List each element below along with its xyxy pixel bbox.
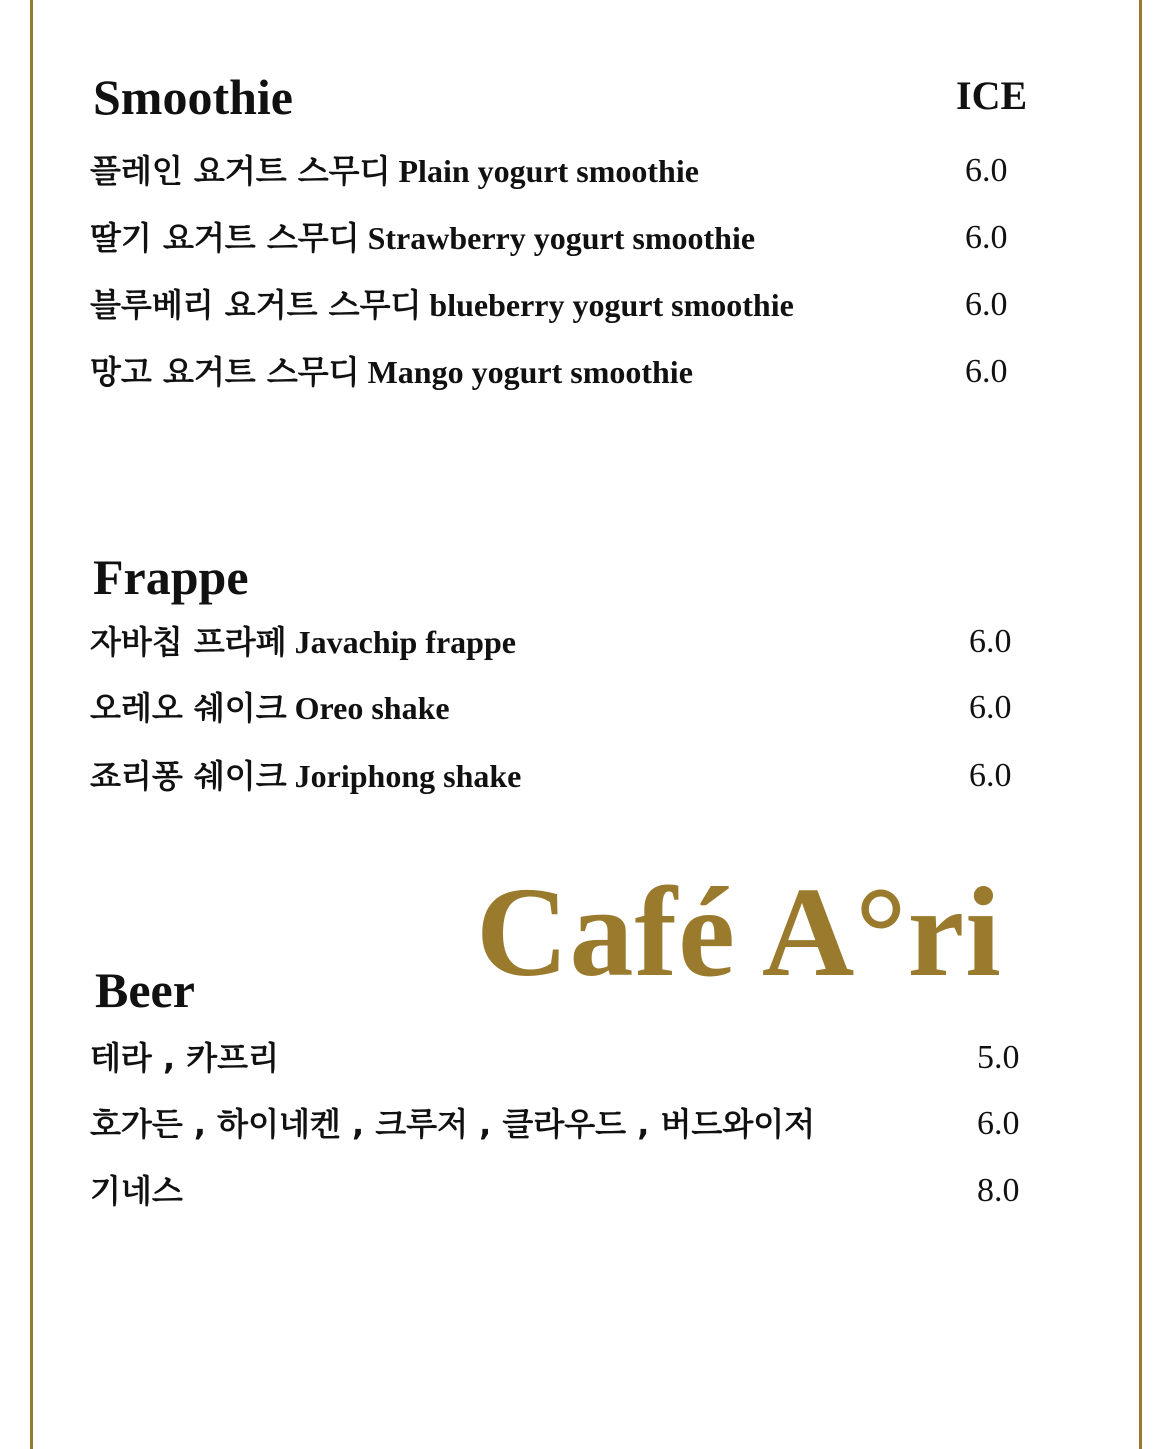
item-price: 6.0 (969, 689, 1012, 726)
item-price: 8.0 (977, 1172, 1020, 1209)
item-name: 죠리퐁 쉐이크 Joriphong shake (90, 757, 522, 795)
beer-item (90, 1166, 1170, 1216)
frame-left-border (30, 0, 33, 1449)
item-name: 딸기 요거트 스무디 Strawberry yogurt smoothie (90, 219, 756, 257)
item-name: 오레오 쉐이크 Oreo shake (90, 689, 450, 727)
item-price: 6.0 (965, 353, 1008, 390)
smoothie-item (90, 347, 1170, 397)
item-name: 호가든 , 하이네켄 , 크루저 , 클라우드 , 버드와이저 (90, 1105, 816, 1143)
cafe-logo: Café A°ri (476, 861, 1002, 1003)
frappe-item (90, 617, 1170, 667)
item-price: 6.0 (969, 757, 1012, 794)
ice-column-label: ICE (956, 73, 1028, 118)
item-name: 망고 요거트 스무디 Mango yogurt smoothie (90, 353, 693, 391)
item-name: 기네스 (90, 1172, 183, 1210)
frappe-item (90, 751, 1170, 801)
item-price: 6.0 (977, 1105, 1020, 1142)
item-price: 6.0 (965, 286, 1008, 323)
item-price: 5.0 (977, 1039, 1020, 1076)
item-name: 자바칩 프라페 Javachip frappe (90, 623, 516, 661)
item-name: 테라 , 카프리 (90, 1039, 279, 1077)
item-price: 6.0 (965, 152, 1008, 189)
item-price: 6.0 (965, 219, 1008, 256)
smoothie-heading: Smoothie (93, 69, 293, 125)
smoothie-item (90, 146, 1170, 196)
beer-item (90, 1033, 1170, 1083)
beer-item (90, 1099, 1170, 1149)
smoothie-item (90, 213, 1170, 263)
frappe-heading: Frappe (93, 549, 249, 605)
item-name: 블루베리 요거트 스무디 blueberry yogurt smoothie (90, 286, 794, 324)
beer-heading: Beer (95, 962, 195, 1018)
item-price: 6.0 (969, 623, 1012, 660)
smoothie-item (90, 280, 1170, 330)
item-name: 플레인 요거트 스무디 Plain yogurt smoothie (90, 152, 699, 190)
frappe-item (90, 683, 1170, 733)
